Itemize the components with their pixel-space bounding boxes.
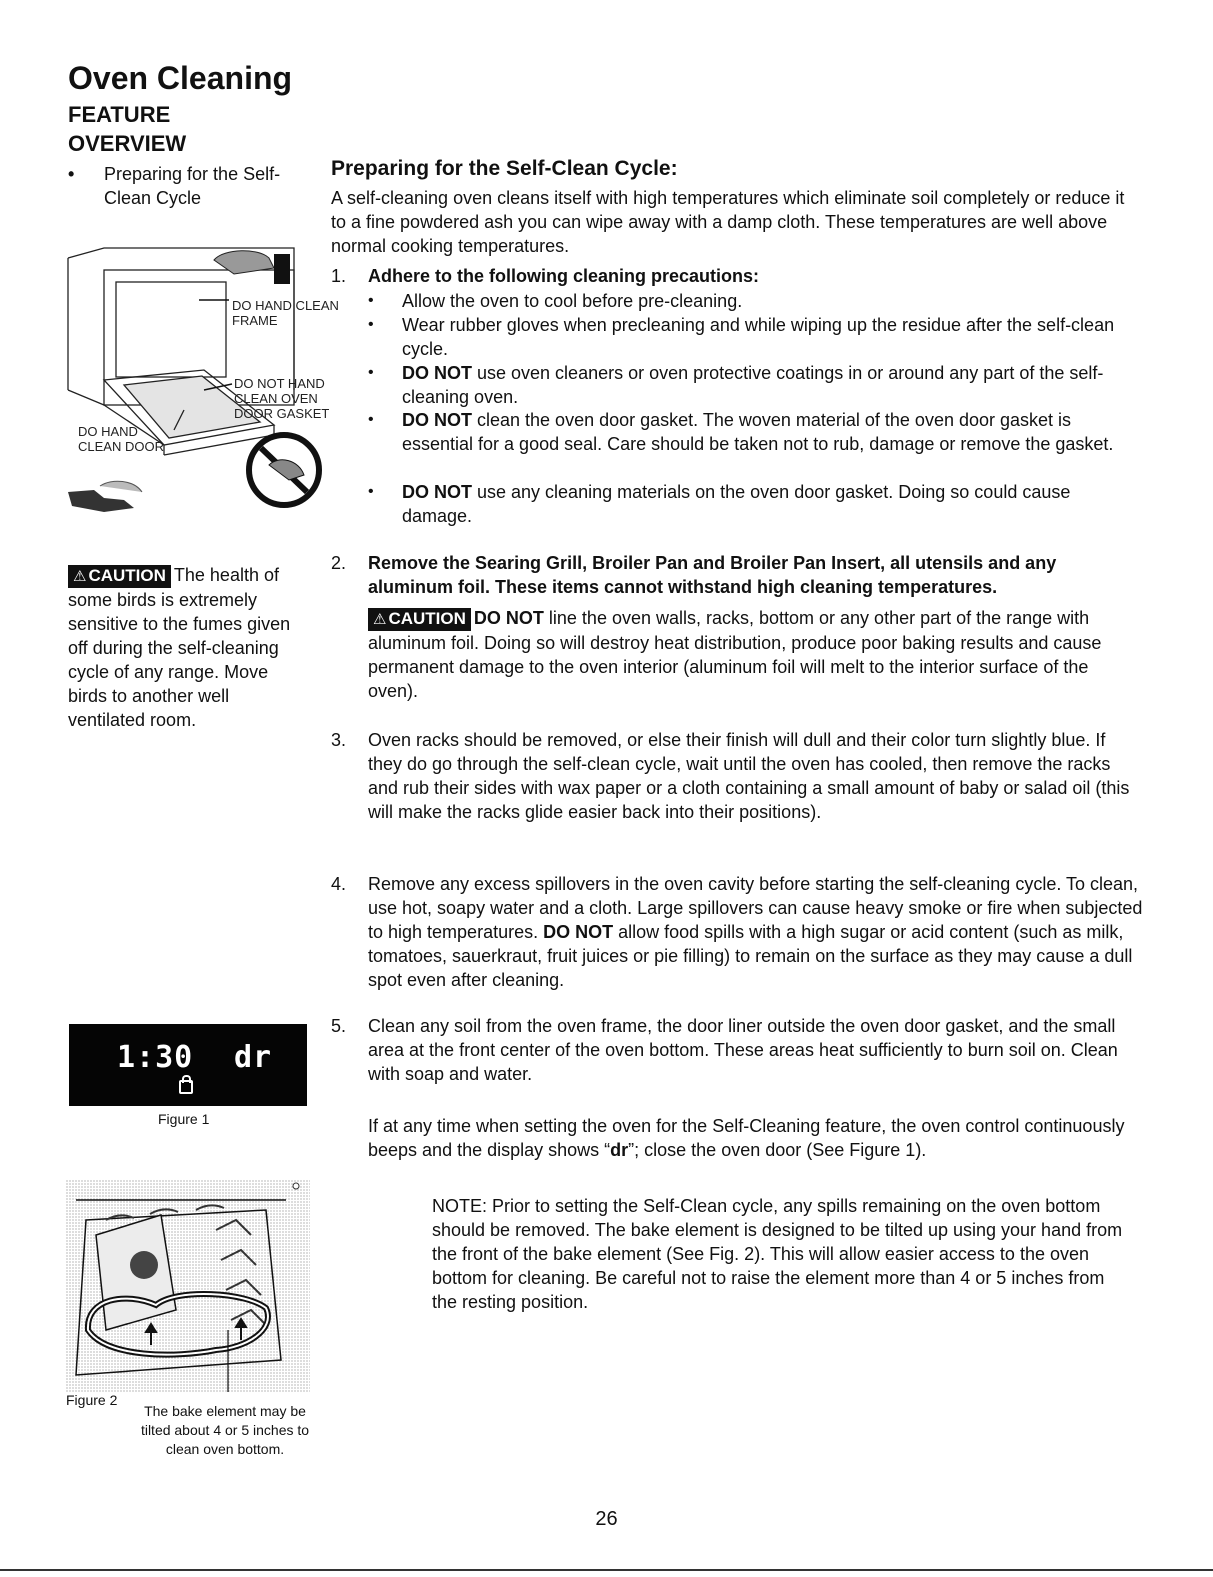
do-hand-clean-door-label: DO HAND CLEAN DOOR [78, 424, 164, 454]
intro-paragraph: A self-cleaning oven cleans itself with high temperatures which eliminate soil completely or reduce it to a fine powdered ash you can wipe away with a damp cloth. These temperatures are well above normal cooking temperatures. [331, 188, 1125, 256]
do-hand-clean-frame-label: DO HAND CLEAN FRAME [232, 298, 339, 328]
display-time: 1:30 [117, 1040, 194, 1075]
bullet-icon: • [368, 316, 374, 333]
step-3-text: Oven racks should be removed, or else their finish will dull and their color turn slightly blue. If they do go through the self-clean cycle, wait until the oven has cooled, then remove the racks and rub their sides with wax paper or a cloth containing a small amount of baby or salad oil (this will make the racks glide easier back into their positions). [368, 730, 1130, 822]
display-code: dr [234, 1040, 273, 1075]
precaution-5: DO NOT use any cleaning materials on the oven door gasket. Doing so could cause damage. [402, 482, 1071, 526]
step-3-number: 3. [331, 730, 347, 750]
section-heading: Preparing for the Self-Clean Cycle: [331, 157, 678, 180]
warning-icon: ⚠ [373, 611, 387, 628]
page-title: Oven Cleaning [68, 60, 293, 96]
do-not-clean-gasket-label: DO NOT HAND CLEAN OVEN DOOR GASKET [234, 376, 330, 421]
lock-icon [179, 1080, 193, 1094]
bullet-icon: • [68, 164, 75, 184]
feature-heading: FEATURE [68, 102, 171, 127]
step-4-text: Remove any excess spillovers in the oven cavity before starting the self-cleaning cycle. To clean, use hot, soapy water and a cloth. Large spillovers can cause heavy smoke or fire when subjected to high temperatures. DO NOT allow food spills with a high sugar or acid content (such as milk, tomatoes, sauerkraut, fruit juices or pie filling) to remain on the surface as they may cause a dull spot even after cleaning. [368, 874, 1143, 990]
precaution-3: DO NOT use oven cleaners or oven protective coatings in or around any part of the self-cleaning oven. [402, 363, 1104, 407]
step-1-number: 1. [331, 266, 347, 286]
figure-2-note: The bake element may be tilted about 4 or 5 inches to clean oven bottom. [140, 1403, 310, 1457]
bullet-icon: • [368, 483, 374, 500]
caution-badge: ⚠ CAUTION [368, 608, 471, 631]
step-2-heading: Remove the Searing Grill, Broiler Pan and Broiler Pan Insert, all utensils and any aluminum foil. These items cannot withstand high cleaning temperatures. [368, 553, 1057, 597]
precaution-1: Allow the oven to cool before pre-cleaning. [402, 291, 743, 311]
overview-list-item [68, 162, 308, 210]
bullet-icon: • [368, 292, 374, 309]
step-2-caution: ⚠ CAUTION DO NOT line the oven walls, racks, bottom or any other part of the range with aluminum foil. Doing so will destroy heat distribution, produce poor baking results and cause permanent damage to the oven interior (aluminum foil will melt to the interior surface of the oven). [368, 608, 1102, 701]
bird-caution [68, 563, 306, 732]
step-5-number: 5. [331, 1016, 347, 1036]
figure-1-caption: Figure 1 [158, 1111, 210, 1127]
step-5-text: Clean any soil from the oven frame, the door liner outside the oven door gasket, and the small area at the front center of the oven bottom. These areas heat sufficiently to burn soil on. Clean with soap and water. [368, 1016, 1118, 1084]
oven-display-figure [69, 1024, 307, 1106]
bake-element-illustration [66, 1180, 310, 1392]
warning-icon: ⚠ [73, 568, 87, 585]
precaution-2: Wear rubber gloves when precleaning and while wiping up the residue after the self-clean cycle. [402, 315, 1115, 359]
bottom-rule [0, 1569, 1213, 1571]
dr-display-note: If at any time when setting the oven for the Self-Cleaning feature, the oven control continuously beeps and the display shows “dr”; close the oven door (See Figure 1). [368, 1116, 1125, 1160]
bird-caution-text: The health of some birds is extremely sensitive to the fumes given off during the self-cleaning cycle of any range. Move birds to another well ventilated room. [68, 565, 291, 730]
precaution-4: DO NOT clean the oven door gasket. The woven material of the oven door gasket is essential for a good seal. Care should be taken not to rub, damage or remove the gasket. [402, 410, 1114, 454]
caution-badge: ⚠ CAUTION [68, 565, 171, 588]
bake-element-note: NOTE: Prior to setting the Self-Clean cycle, any spills remaining on the oven bottom should be removed. The bake element is designed to be tilted up using your hand from the front of the bake element (See Fig. 2). This will allow easier access to the oven bottom for cleaning. Be careful not to raise the element more than 4 or 5 inches from the resting position. [432, 1196, 1123, 1312]
step-1-heading: Adhere to the following cleaning precautions: [368, 266, 760, 286]
bullet-icon: • [368, 411, 374, 428]
figure-2-caption: Figure 2 [66, 1392, 118, 1408]
step-2-number: 2. [331, 553, 347, 573]
overview-item-text: Preparing for the Self-Clean Cycle [104, 164, 281, 208]
overview-heading: OVERVIEW [68, 131, 187, 156]
page-number: 26 [595, 1508, 618, 1530]
step-4-number: 4. [331, 874, 347, 894]
bullet-icon: • [368, 364, 374, 381]
